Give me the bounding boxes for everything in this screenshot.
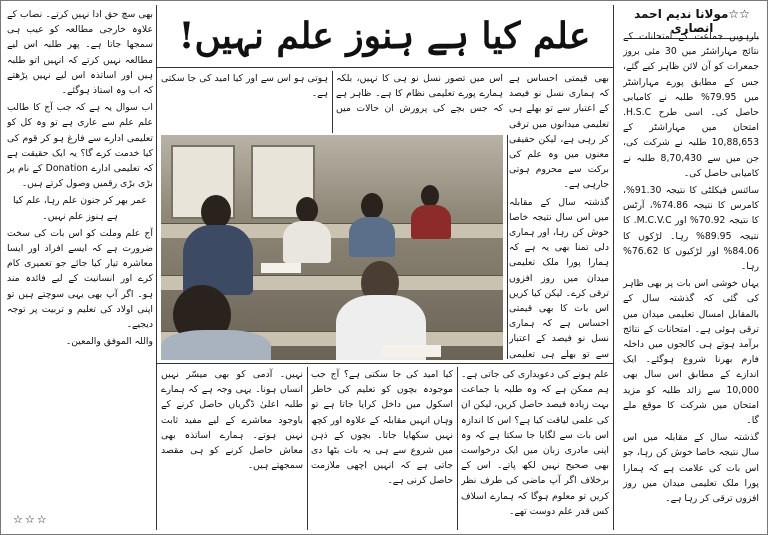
article-column-1 — [623, 29, 759, 529]
paragraph: کیا امید کی جا سکتی ہے؟ آج جب موجودہ بچوں کو تعلیم کی خاطر اسکول میں داخل کرایا جاتا ہے تو وہاں انہیں مقابلہ کے علاوہ اور کچھ نہیں سکھایا جاتا۔ بچوں کے ذہن میں شروع سے ہی یہ بات بٹھا دی جاتی ہے کہ انہیں اچھی ملازمت حاصل کرنی ہے۔ — [311, 369, 453, 487]
article-column-6 — [311, 367, 453, 531]
column-rule — [507, 135, 508, 359]
paragraph: واللہ الموفق والمعین۔ — [65, 336, 153, 348]
article-column-5 — [161, 367, 303, 531]
column-rule — [613, 5, 614, 530]
article-column-7 — [461, 367, 609, 531]
paragraph: گذشتہ سال کے مقابلہ میں اس سال نتیجہ خاصا خوش کن رہا، جو اس بات کی علامت ہے کہ ہمارا پورا ملک تعلیمی میدان میں روز افزوں ترقی کر رہا ہے۔ — [623, 432, 759, 505]
article-column-3 — [161, 71, 503, 133]
paragraph: بھی سچ حق ادا نہیں کرتے۔ نصاب کے علاوہ خارجی مطالعہ کو عیب ہی سمجھا جاتا ہے۔ پھر طلبہ اس لیے مطالعہ نہیں کرتے کہ انہیں اتو طلبہ ہیں اور اساتذہ اس لیے نہیں پڑھتے کہ اب وہ استاذ ہوگئے۔ — [7, 9, 153, 97]
end-stars: ☆☆☆ — [13, 513, 49, 526]
paragraph: نہیں۔ آدمی کو بھی میسّر نہیں انساں ہونا۔ یہی وجہ ہے کہ ہمارے طلبہ اعلیٰ ڈگریاں حاصل کرنے کے باوجود معاشرے کے لیے مفید ثابت نہیں ہوتے۔ ہمارے اساتذہ بھی معاش حاصل کرنے کو ہی مقصد سمجھتے ہیں۔ — [161, 369, 303, 472]
article-column-4 — [7, 7, 153, 507]
paragraph: بارہویں جماعت کے امتحانات کے نتائج مہاراشٹر میں 30 مئی بروز جمعرات کو آن لائن ظاہر کیے گئے، جس کے مطابق پورے مہاراشٹر میں 79.95% طلبہ نے کامیابی حاصل کی۔ اسی طرح H.S.C. امتحان میں مہاراشٹر کے 10,88,653 طلبہ نے شرکت کی، جن میں سے 8,70,430 طلبہ نے کامیابی حاصل کی۔ — [623, 31, 759, 179]
photo-bottom-rule — [156, 363, 613, 364]
paragraph: آج علم وملت کو اس بات کی سخت ضرورت ہے کہ ایسے افراد اور ایسا معاشرہ تیار کیا جائے جو تعمیری کام کرے اور انسانیت کے لیے فائدہ مند ہو۔ اگر آپ بھی یہی سوچتے ہیں تو اپنی اولاد کی تعلیم و تربیت پر توجہ دیجیے۔ — [7, 227, 153, 331]
paragraph: گذشتہ سال کے مقابلہ میں اس سال نتیجہ خاصا خوش کن رہا، اور ہماری دلی تمنا بھی یہ ہے کہ ہمارا پورا ملک تعلیمی میدان میں روز افزوں ترقی کرے۔ لیکن کیا کریں اس بات کا بھی قیمتی احساس ہے کہ ہماری نسل نو فیصد کے اعتبار سے تو بھلے ہی تعلیمی — [509, 196, 609, 359]
paragraph: اس میں تصور نسل نو ہی کا نہیں، بلکہ ہمارے پورے تعلیمی نظام کا ہے۔ ظاہر ہے کہ جس بچے کی پرورش ان حالات میں ہوتی ہو اس سے اور کیا امید کی جا سکتی ہے۔ — [161, 73, 503, 115]
exam-hall-photo — [161, 135, 503, 360]
column-rule — [457, 367, 458, 530]
headline-rule — [156, 67, 613, 68]
paragraph: یہاں خوشی اس بات پر بھی ظاہر کی گئی کہ گذشتہ سال کے بالمقابل امسال تعلیمی میدان میں ترقی ہوئی ہے۔ امتحانات کے نتائج برآمد ہوتے ہی کالجوں میں داخلہ فارم بھرنا شروع ہوگئے۔ ایک اندازے کے مطابق اس سال بھی 10,000 سے زائد طلبہ کو مزید امتحان میں شرکت کا موقع ملے گا۔ — [623, 278, 759, 427]
paragraph: عمر بھر کر جنون علم رہا، علم کیا ہے ہنوز علم نہیں۔ — [13, 195, 147, 222]
paragraph: سائنس فیکلٹی کا نتیجہ 91.30%، کامرس کا نتیجہ 74.86%، آرٹس کا نتیجہ 70.92% اور M.C.V.C. کا نتیجہ 89.95% رہا۔ لڑکوں کا 84.06% اور لڑکیوں کا 76.62% رہا۔ — [623, 185, 759, 273]
article-column-2 — [509, 71, 609, 359]
column-rule — [156, 5, 157, 530]
headline: علم کیا ہے ہنوز علم نہیں! — [178, 15, 591, 57]
column-rule — [307, 367, 308, 530]
paragraph: علم ہونے کی دعویداری کی جاتی ہے۔ ہم ممکن ہے کہ وہ طلبہ با جماعت بہت زیادہ فیصد حاصل کریں، لیکن ان کی علمی لیاقت کیا ہے؟ اس کا اندازہ اس بات سے لگایا جا سکتا ہے کہ وہ اپنی مادری زبان میں ایک درخواست بھی صحیح نہیں لکھ پاتے۔ اس کے برخلاف اگر آپ ماضی کی طرف نظر کریں تو معلوم ہوگا کہ ہمارے اسلاف کس قدر علم دوست تھے۔ — [461, 369, 609, 517]
author-byline: ☆☆مولانا ندیم احمد انصاری — [625, 7, 759, 39]
paragraph: بھی قیمتی احساس ہے کہ ہماری نسل نو فیصد کے اعتبار سے تو بھلے ہی تعلیمی میدانوں میں ترقی کر رہی ہے، لیکن حقیقی معنوں میں وہ علم کی برکت سے محروم ہوتی جارہی ہے۔ — [509, 73, 609, 191]
paragraph: اب سوال یہ ہے کہ جب آج کا طالب علم علم سے عاری ہے تو وہ کل کو تعلیمی ادارے سے فارغ ہو کر قوم کی کیا خدمت کرے گا؟ یہ ایک حقیقت ہے کہ تعلیمی ادارے Donation کے نام پر بڑی بڑی رقمیں وصول کرتے ہیں۔ — [7, 102, 153, 190]
